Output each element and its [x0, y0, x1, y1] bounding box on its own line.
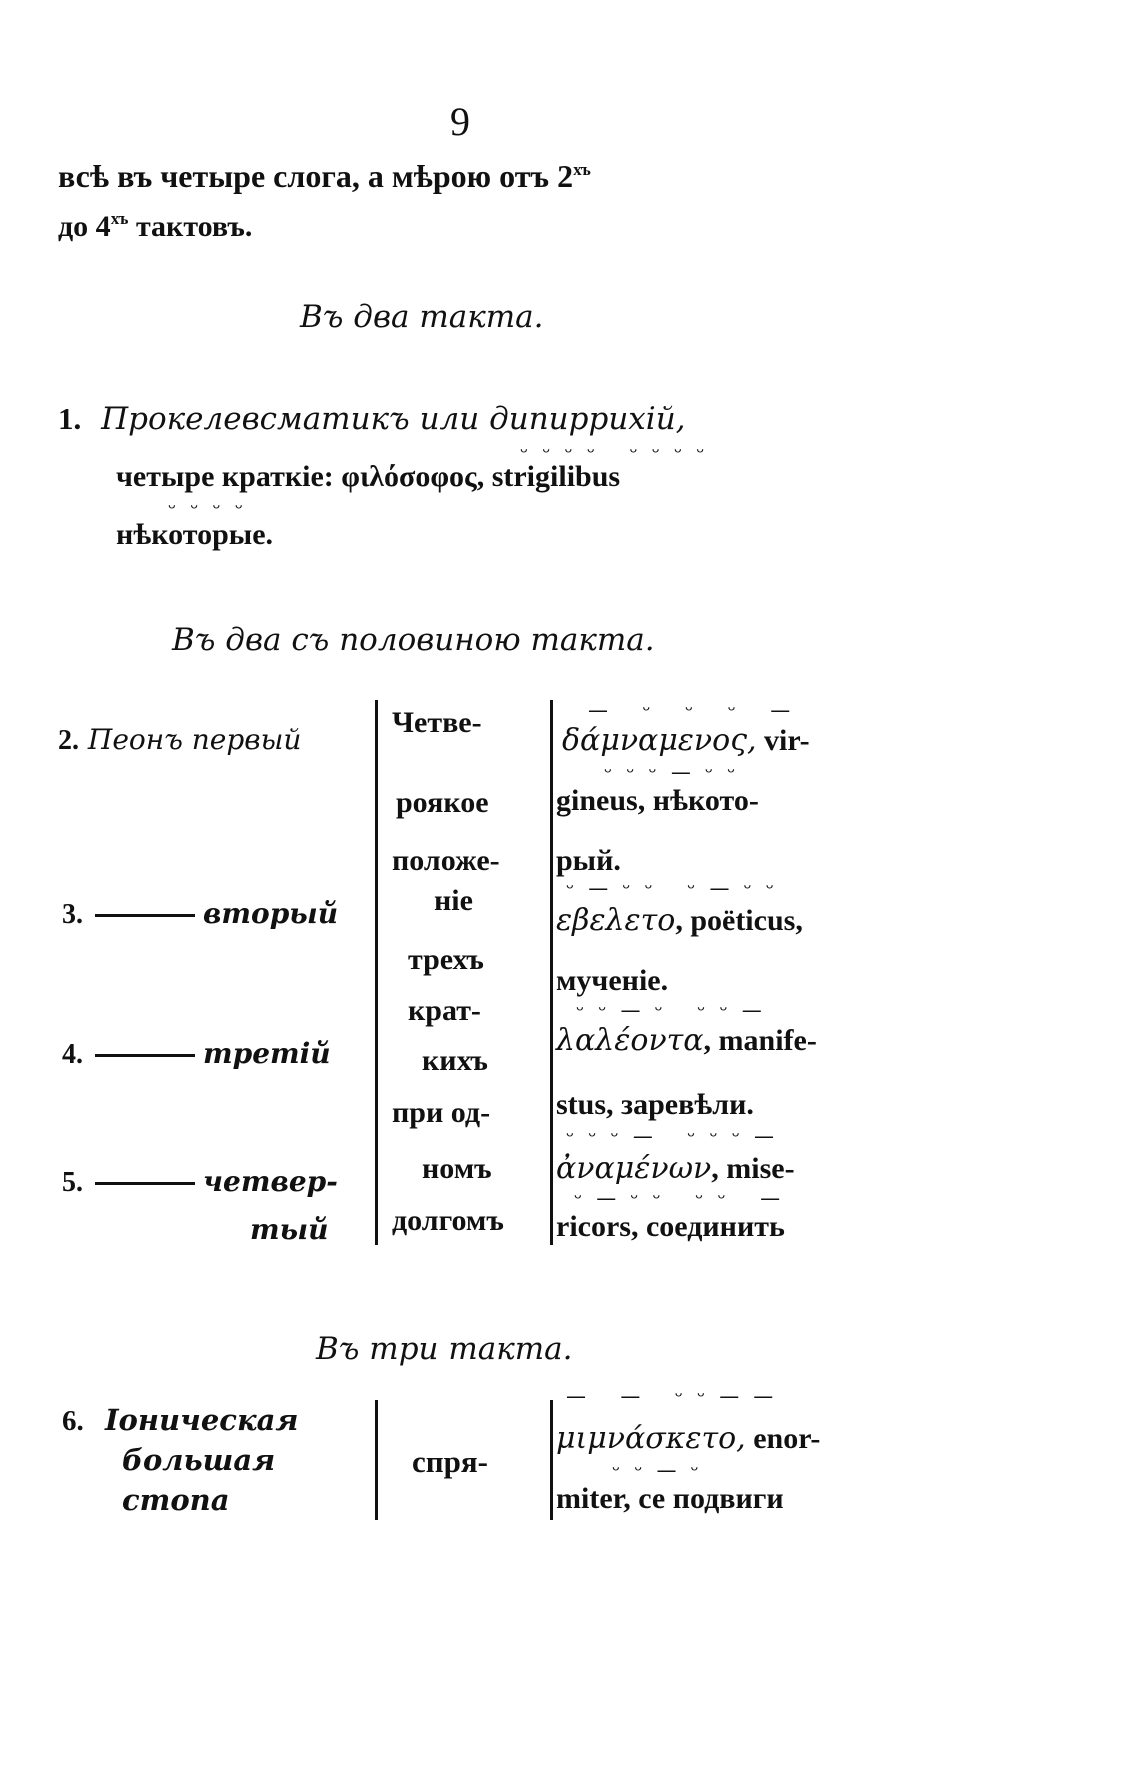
quantity-marks-2: ᵕᵕᵕ—ᵕᵕ — [604, 760, 750, 784]
greek-word: ἀναμένων — [556, 1151, 712, 1186]
intro-line-2 — [58, 210, 252, 242]
table-divider-left-2 — [375, 1400, 378, 1520]
example-line-1 — [562, 723, 810, 758]
entry-1-number: 1. — [58, 401, 82, 436]
entry-6-example-1 — [556, 1421, 821, 1456]
quantity-marks-7: — — ᵕᵕ—— — [566, 1384, 788, 1408]
peon-row-1-label: Пеонъ первый — [87, 723, 302, 756]
intro-line-1-sup: хъ — [573, 160, 591, 179]
peon-row-1 — [58, 723, 302, 756]
entry-1-description-2: нѣкоторые. — [116, 518, 274, 551]
section-heading-three-beats: Въ три такта. — [316, 1331, 573, 1367]
quantity-marks-6: ᵕ—ᵕᵕ ᵕᵕ — — [574, 1186, 795, 1210]
peon-row-3-label: третій — [203, 1037, 331, 1070]
quantity-marks-3: ᵕ—ᵕᵕ ᵕ—ᵕᵕ — [566, 876, 788, 900]
quantity-marks-4: ᵕᵕ—ᵕ ᵕᵕ— — [576, 998, 776, 1022]
peon-row-4 — [62, 1165, 338, 1198]
intro-line-2-a: до 4 — [58, 210, 111, 243]
table-divider-right-2 — [550, 1400, 553, 1520]
quantity-marks-entry-1-b: ᵕᵕᵕᵕ — [168, 496, 258, 520]
example-text: vir- — [756, 724, 810, 757]
section-heading-two-half-beats: Въ два съ половиною такта. — [172, 622, 655, 658]
middle-line-7: кихъ — [422, 1044, 488, 1077]
intro-line-1-text: всѣ въ четыре слога, а мѣрою отъ 2 — [58, 158, 574, 194]
quantity-marks-entry-1: ᵕᵕᵕᵕ ᵕᵕᵕᵕ — [520, 440, 719, 464]
example-line-6 — [556, 1023, 817, 1058]
middle-line-4: ніе — [434, 884, 473, 917]
middle-line-9: номъ — [422, 1152, 492, 1185]
greek-word: δάμναμενος, — [562, 723, 757, 758]
peon-row-4-label: четвер- — [203, 1165, 338, 1198]
example-line-7: stus, заревѣли. — [556, 1088, 754, 1121]
example-line-2: gineus, нѣкото- — [556, 784, 759, 817]
example-line-5: мученіе. — [556, 964, 669, 997]
quantity-marks-5: ᵕᵕᵕ— ᵕᵕᵕ— — [566, 1124, 788, 1148]
example-text: , manife- — [703, 1024, 817, 1057]
middle-line-1: Четве- — [392, 706, 482, 739]
peon-row-2-number: 3. — [62, 899, 83, 930]
ditto-dash — [95, 914, 195, 917]
intro-line-2-b: тактовъ. — [128, 210, 253, 243]
entry-6-middle: спря- — [412, 1444, 488, 1479]
example-line-3: рый. — [556, 844, 621, 877]
middle-line-2: роякое — [396, 786, 489, 819]
peon-row-1-number: 2. — [58, 725, 79, 756]
example-text: , poëticus, — [675, 904, 803, 937]
greek-word: λαλέοντα — [556, 1023, 704, 1058]
ditto-dash — [95, 1182, 195, 1185]
page-number: 9 — [450, 99, 470, 144]
ditto-dash — [95, 1054, 195, 1057]
peon-row-3 — [62, 1037, 331, 1070]
peon-row-3-number: 4. — [62, 1039, 83, 1070]
table-divider-right — [550, 700, 553, 1245]
example-text: enor- — [745, 1422, 821, 1455]
example-line-9: ricors, соединить — [556, 1210, 785, 1243]
entry-6-label-3: стопа — [122, 1483, 230, 1517]
quantity-marks-1: — ᵕ ᵕ ᵕ — — [588, 698, 805, 722]
peon-row-4-number: 5. — [62, 1167, 83, 1198]
entry-1-description: четыре краткіе: φιλόσοφος, strigilibus — [116, 460, 621, 493]
example-line-8 — [556, 1151, 795, 1186]
middle-line-3: положе- — [392, 844, 500, 877]
example-text: , mise- — [711, 1152, 795, 1185]
entry-6-label-2: большая — [122, 1443, 276, 1477]
entry-1-name: Прокелевсматикъ или дипиррихій, — [101, 401, 686, 437]
section-heading-two-beats: Въ два такта. — [300, 299, 544, 335]
entry-6-number: 6. — [62, 1405, 84, 1437]
entry-6-heading — [62, 1403, 299, 1437]
peon-row-4-label-continued: тый — [250, 1213, 329, 1246]
greek-word: μιμνάσκετο, — [556, 1421, 746, 1456]
example-line-4 — [556, 903, 803, 938]
peon-row-2-label: вторый — [203, 897, 339, 930]
entry-1-heading — [58, 403, 686, 435]
middle-line-6: крат- — [408, 994, 481, 1027]
middle-line-8: при од- — [392, 1096, 491, 1129]
intro-line-1 — [58, 160, 591, 192]
middle-line-10: долгомъ — [392, 1204, 504, 1237]
peon-row-2 — [62, 897, 339, 930]
greek-word: εβελετο — [556, 903, 676, 938]
quantity-marks-8: ᵕᵕ—ᵕ — [612, 1458, 713, 1482]
entry-6-label-1: Іоническая — [104, 1403, 299, 1437]
middle-line-5: трехъ — [408, 943, 484, 976]
intro-line-2-sup: хъ — [110, 209, 129, 228]
entry-6-example-2: miter, се подвиги — [556, 1482, 784, 1515]
table-divider-left — [375, 700, 378, 1245]
